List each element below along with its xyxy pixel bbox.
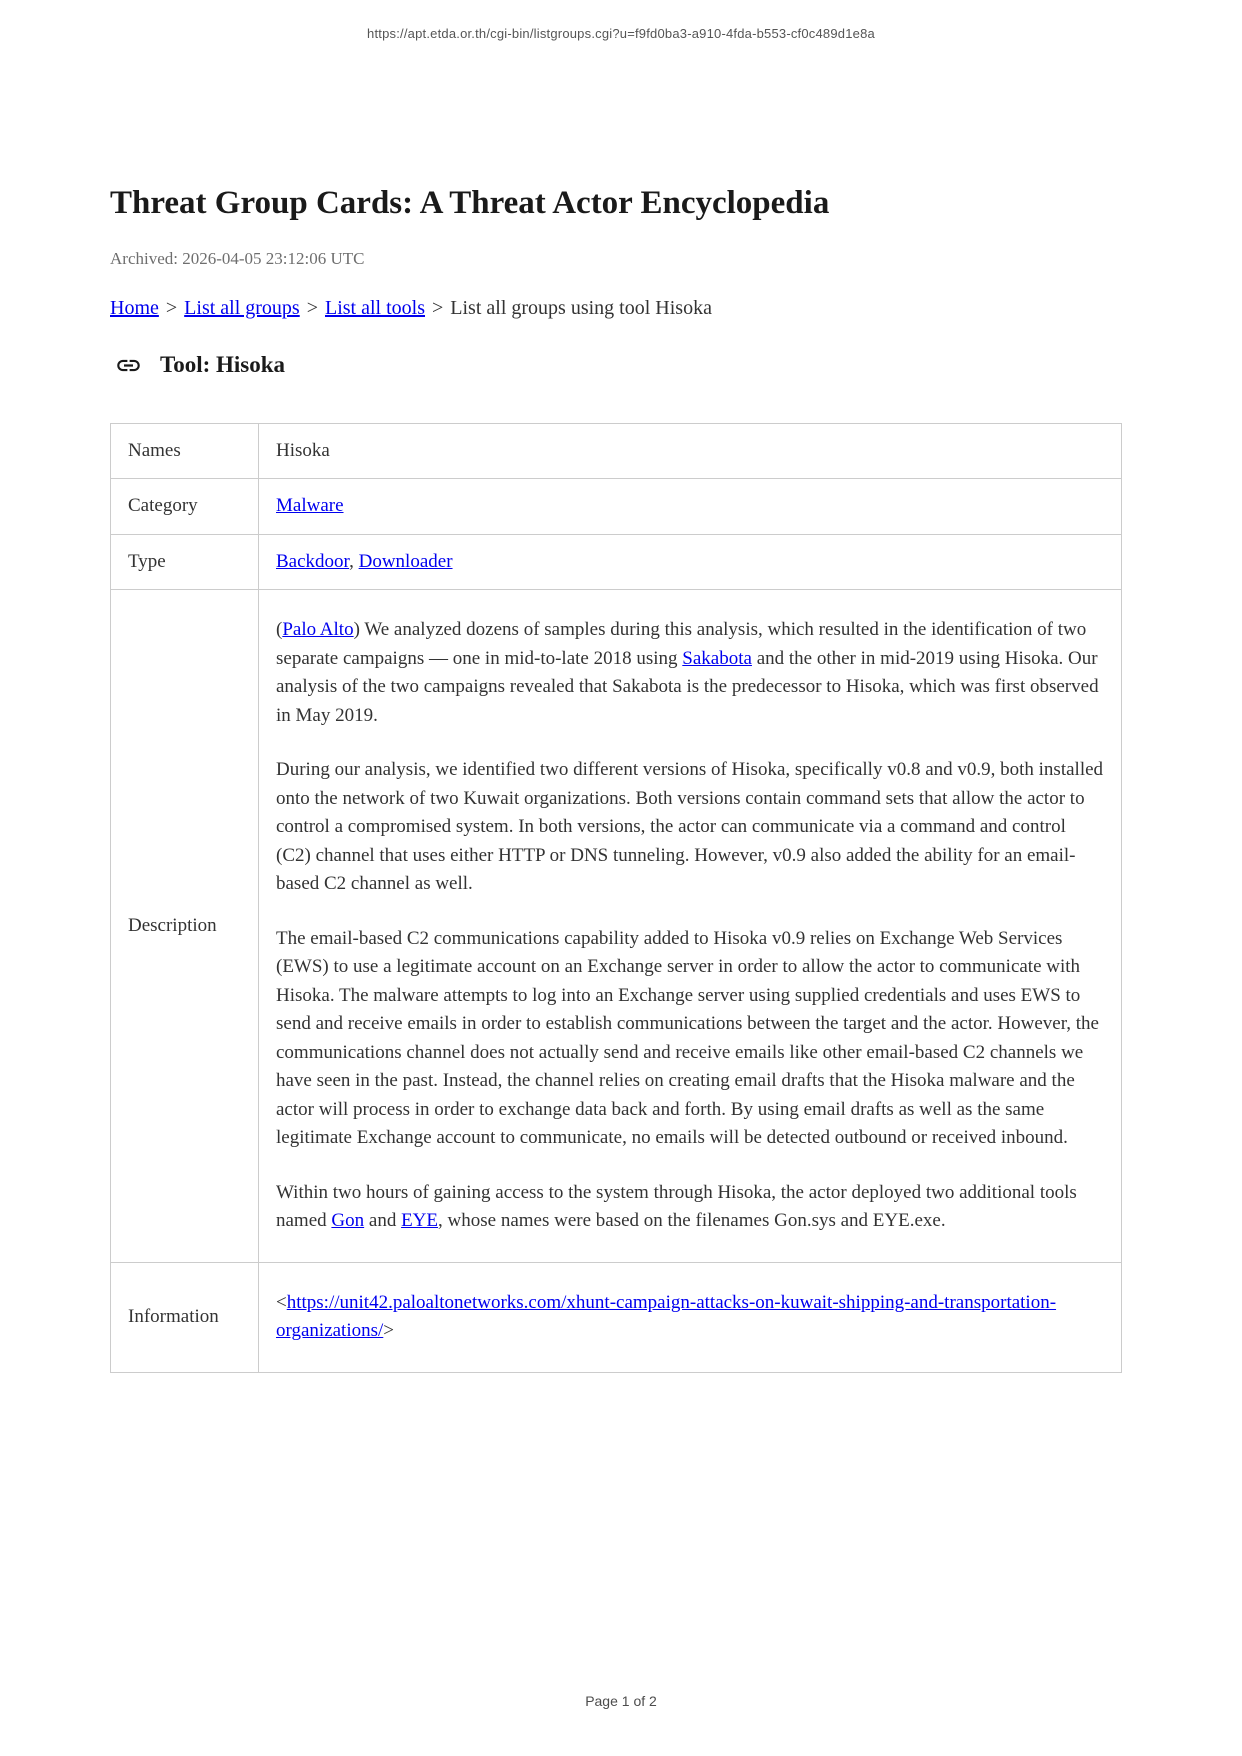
information-line — [276, 1289, 1104, 1346]
description-paragraph-3: The email-based C2 communications capability added to Hisoka v0.9 relies on Exchange Web Services (EWS) to use a legitimate account on an Exchange server in order to allow the actor to communicate with Hisoka. The malware attempts to log into an Exchange server using supplied credentials and uses EWS to send and receive emails in order to establish communications between the target and the actor. However, the communications channel does not actually send and receive emails like other email-based C2 channels we have seen in the past. Instead, the channel relies on creating email drafts that the Hisoka malware and the actor will process in order to exchange data back and forth. By using email drafts as well as the same legitimate Exchange account to communicate, no emails will be detected outbound or received inbound. — [276, 927, 1099, 1149]
type-row-label: Type — [111, 534, 259, 590]
text-segment: , whose names were based on the filenames Gon.sys and EYE.exe. — [438, 1210, 946, 1232]
content-area — [110, 0, 1122, 1373]
breadcrumb-list-all-tools-link[interactable]: List all tools — [325, 296, 425, 319]
text-segment: and the other in mid-2019 using Hisoka. Our analysis of the two campaigns revealed that Sakabota is the predecessor to Hisoka, which was first observed in May 2019. — [276, 647, 1099, 726]
breadcrumb-separator: > — [165, 296, 178, 319]
information-url-link[interactable]: https://unit42.paloaltonetworks.com/xhunt-campaign-attacks-on-kuwait-shipping-and-transportation-organizations/ — [276, 1291, 1057, 1342]
breadcrumb-current: List all groups using tool Hisoka — [450, 296, 712, 319]
table-row-category — [111, 479, 1122, 535]
breadcrumb-separator: > — [432, 296, 444, 319]
category-row-label: Category — [111, 479, 259, 535]
tool-details-table — [110, 423, 1122, 1373]
malware-link[interactable]: Malware — [276, 495, 344, 517]
description-paragraph-4 — [276, 1179, 1104, 1236]
description-row-label: Description — [111, 590, 259, 1263]
backdoor-link[interactable]: Backdoor — [276, 550, 350, 572]
breadcrumb-home-link[interactable]: Home — [110, 296, 159, 319]
tool-heading — [110, 352, 1122, 379]
text-segment: and — [364, 1210, 402, 1232]
text-segment: ( — [276, 619, 283, 641]
breadcrumb-separator: > — [306, 296, 318, 319]
text-segment: < — [276, 1291, 287, 1313]
text-segment: Within two hours of gaining access to the system through Hisoka, the actor deployed two additional tools named — [276, 1181, 1077, 1232]
print-header-url: https://apt.etda.or.th/cgi-bin/listgroups.cgi?u=f9fd0ba3-a910-4fda-b553-cf0c489d1e8a — [367, 26, 875, 41]
page-title: Threat Group Cards: A Threat Actor Encyclopedia — [110, 185, 830, 221]
archived-timestamp: Archived: 2026-04-05 23:12:06 UTC — [110, 248, 365, 268]
text-segment: ) We analyzed dozens of samples during this analysis, which resulted in the identification of two separate campaigns — one in mid-to-late 2018 using — [276, 619, 1087, 669]
description-paragraph-1 — [276, 616, 1104, 730]
names-row-label: Names — [111, 423, 259, 479]
information-row-label: Information — [111, 1262, 259, 1372]
description-paragraph-2: During our analysis, we identified two different versions of Hisoka, specifically v0.8 and v0.9, both installed onto the network of two Kuwait organizations. Both versions contain command sets that allow the actor to control a compromised system. In both versions, the actor can communicate via a command and control (C2) channel that uses either HTTP or DNS tunneling. However, v0.9 also added the ability for an email-based C2 channel as well. — [276, 759, 1104, 895]
breadcrumb — [110, 297, 1122, 320]
downloader-link[interactable]: Downloader — [358, 550, 453, 572]
breadcrumb-list-all-groups-link[interactable]: List all groups — [184, 296, 300, 319]
table-row-names — [111, 423, 1122, 479]
page-number: Page 1 of 2 — [585, 1693, 657, 1709]
text-segment: > — [383, 1320, 395, 1342]
description-row-value — [259, 590, 1122, 1263]
table-row-information — [111, 1262, 1122, 1372]
names-row-value: Hisoka — [259, 423, 1122, 479]
type-separator: , — [349, 550, 359, 572]
palo-alto-link[interactable]: Palo Alto — [282, 619, 354, 641]
gon-link[interactable]: Gon — [331, 1210, 365, 1232]
link-icon[interactable] — [110, 352, 147, 379]
table-row-type — [111, 534, 1122, 590]
sakabota-link[interactable]: Sakabota — [682, 647, 752, 669]
eye-link[interactable]: EYE — [401, 1210, 439, 1232]
table-row-description — [111, 590, 1122, 1263]
tool-heading-label: Tool: Hisoka — [160, 352, 286, 378]
information-row-value — [259, 1262, 1122, 1372]
